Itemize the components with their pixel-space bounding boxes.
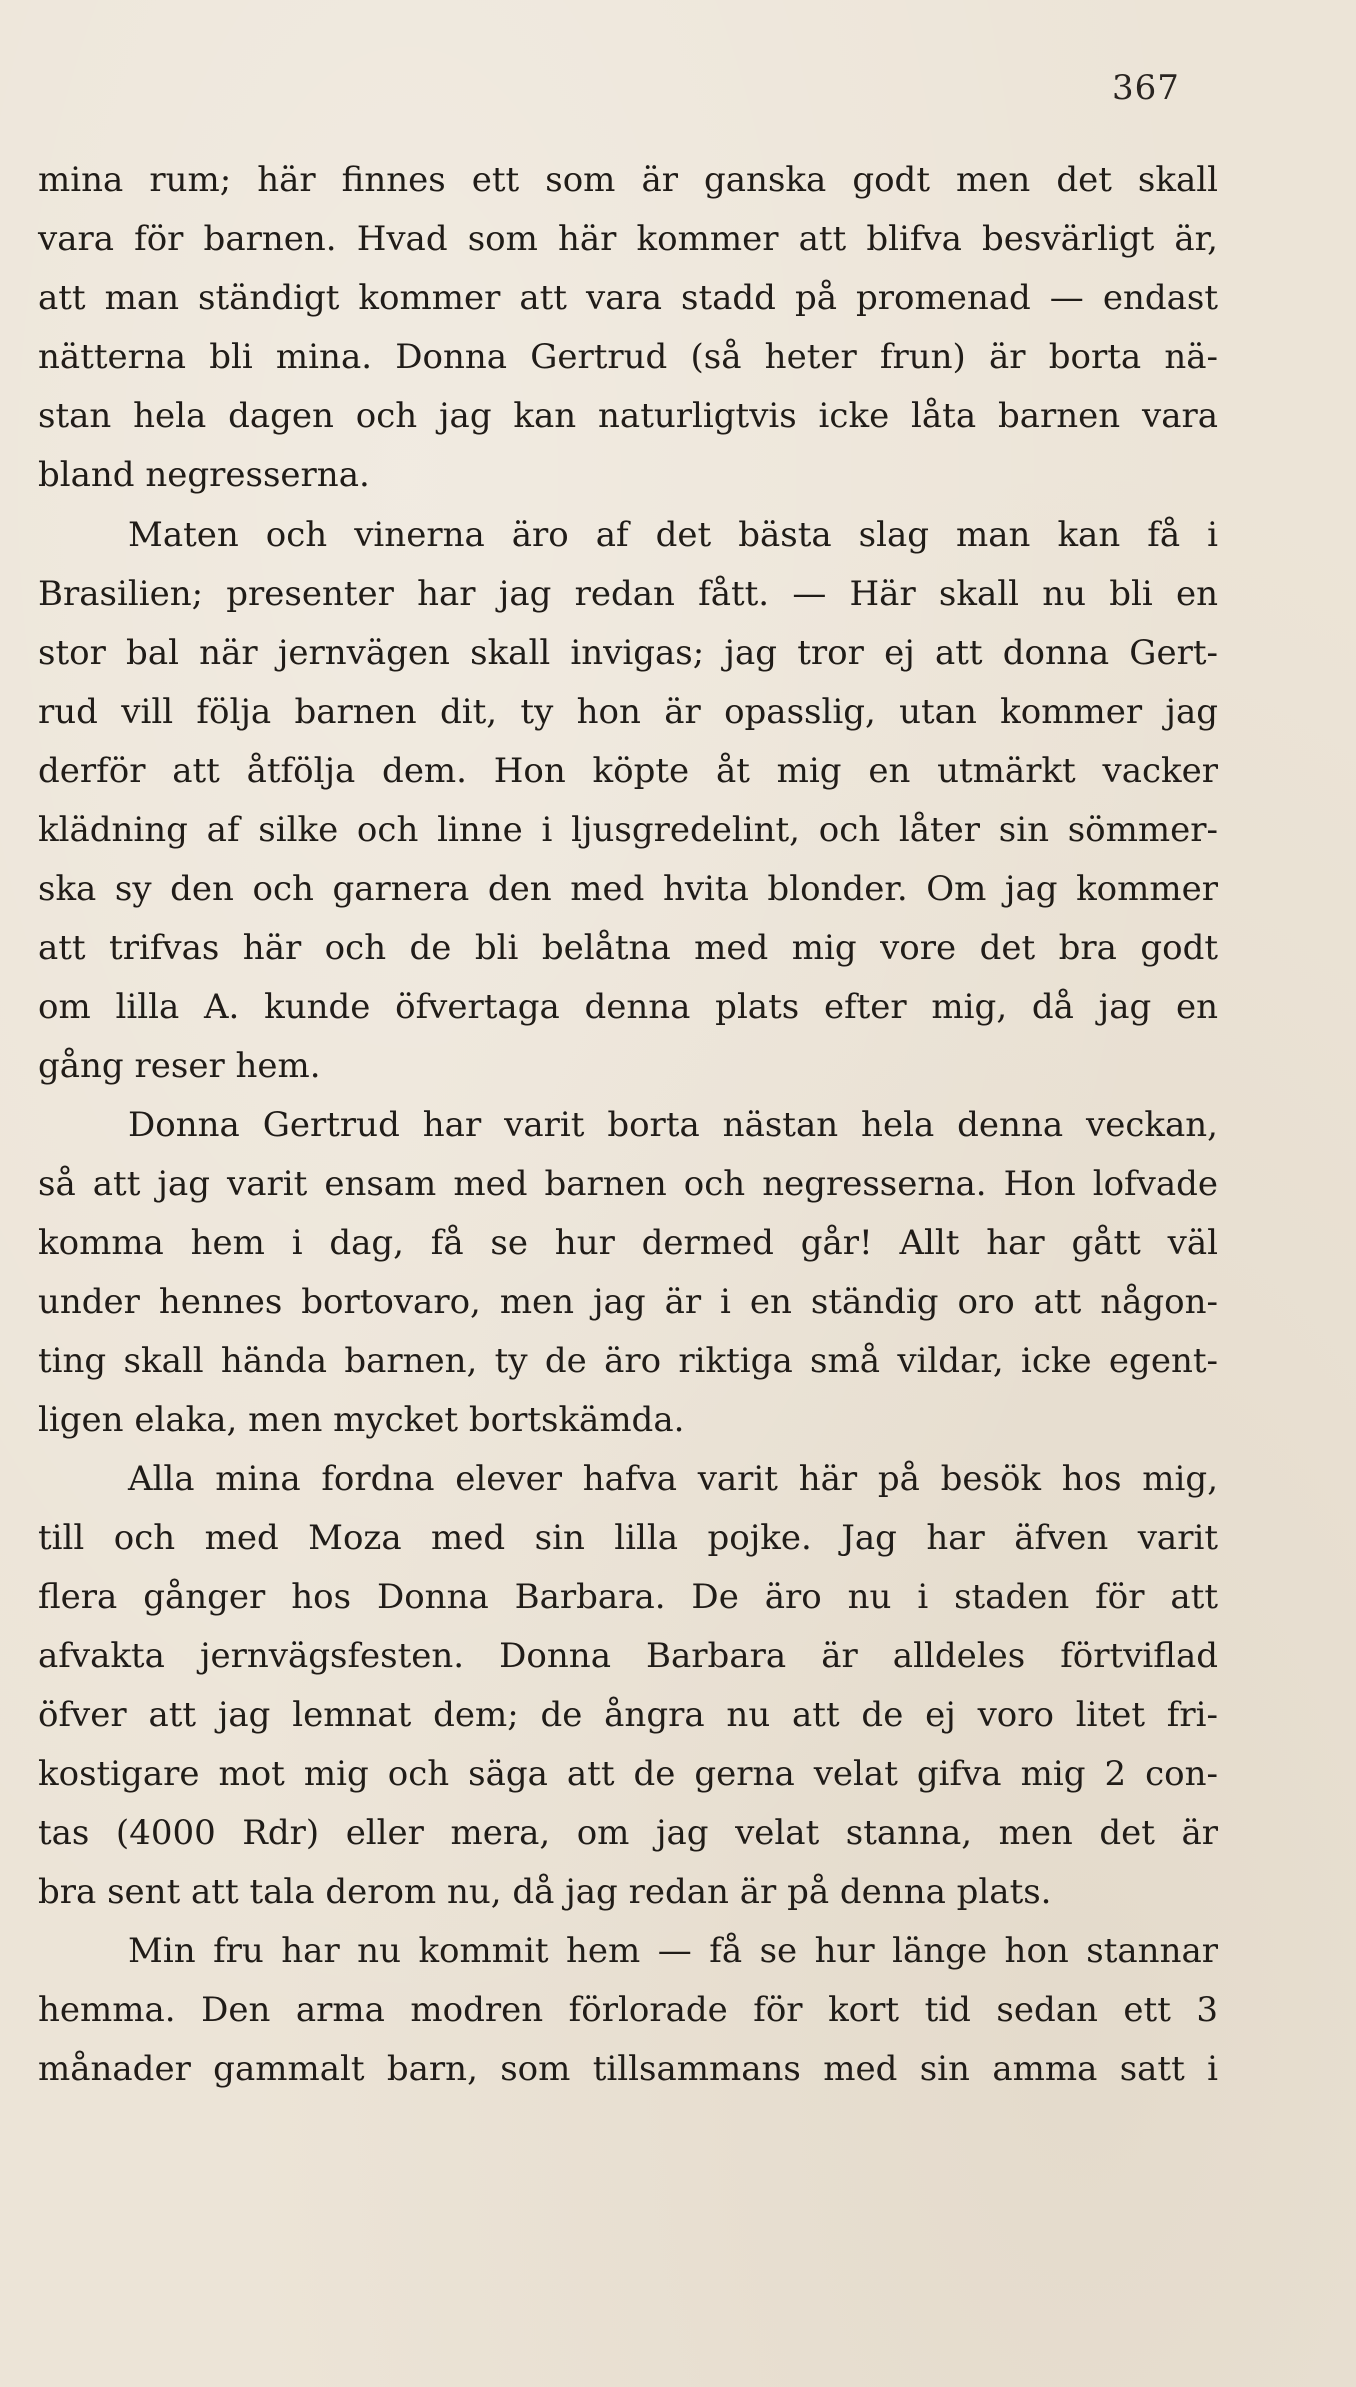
text-line: om lilla A. kunde öfvertaga denna plats efter mig, då jag en <box>38 987 1218 1027</box>
text-line: Maten och vinerna äro af det bästa slag man kan få i <box>128 515 1218 555</box>
text-line: rud vill följa barnen dit, ty hon är opasslig, utan kommer jag <box>38 692 1218 732</box>
text-line: Min fru har nu kommit hem — få se hur länge hon stannar <box>128 1931 1218 1971</box>
text-line: vara för barnen. Hvad som här kommer att blifva besvärligt är, <box>38 219 1218 259</box>
text-line: stan hela dagen och jag kan naturligtvis icke låta barnen vara <box>38 396 1218 436</box>
text-line: Alla mina fordna elever hafva varit här på besök hos mig, <box>128 1459 1218 1499</box>
text-line: Brasilien; presenter har jag redan fått. — Här skall nu bli en <box>38 574 1218 614</box>
text-line: att trifvas här och de bli belåtna med mig vore det bra godt <box>38 928 1218 968</box>
text-line: klädning af silke och linne i ljusgredelint, och låter sin sömmer- <box>38 810 1218 850</box>
text-line: till och med Moza med sin lilla pojke. Jag har äfven varit <box>38 1518 1218 1558</box>
text-line: månader gammalt barn, som tillsammans med sin amma satt i <box>38 2049 1218 2089</box>
text-line: derför att åtfölja dem. Hon köpte åt mig en utmärkt vacker <box>38 751 1218 791</box>
text-line: kostigare mot mig och säga att de gerna velat gifva mig 2 con- <box>38 1754 1218 1794</box>
page-number: 367 <box>1112 68 1180 108</box>
text-line: så att jag varit ensam med barnen och negresserna. Hon lofvade <box>38 1164 1218 1204</box>
text-line: stor bal när jernvägen skall invigas; jag tror ej att donna Gert- <box>38 633 1218 673</box>
text-line: hemma. Den arma modren förlorade för kort tid sedan ett 3 <box>38 1990 1218 2030</box>
text-line: ligen elaka, men mycket bortskämda. <box>38 1400 685 1440</box>
text-line: tas (4000 Rdr) eller mera, om jag velat stanna, men det är <box>38 1813 1218 1853</box>
text-line: Donna Gertrud har varit borta nästan hela denna veckan, <box>128 1105 1218 1145</box>
text-line: bra sent att tala derom nu, då jag redan är på denna plats. <box>38 1872 1052 1912</box>
text-line: att man ständigt kommer att vara stadd på promenad — endast <box>38 278 1218 318</box>
text-line: öfver att jag lemnat dem; de ångra nu att de ej voro litet fri- <box>38 1695 1218 1735</box>
text-line: nätterna bli mina. Donna Gertrud (så heter frun) är borta nä- <box>38 337 1218 377</box>
text-line: ska sy den och garnera den med hvita blonder. Om jag kommer <box>38 869 1218 909</box>
text-line: flera gånger hos Donna Barbara. De äro nu i staden för att <box>38 1577 1218 1617</box>
text-line: komma hem i dag, få se hur dermed går! Allt har gått väl <box>38 1223 1218 1263</box>
text-line: ting skall hända barnen, ty de äro riktiga små vildar, icke egent- <box>38 1341 1218 1381</box>
text-line: mina rum; här finnes ett som är ganska godt men det skall <box>38 160 1218 200</box>
text-line: bland negresserna. <box>38 455 370 495</box>
text-line: gång reser hem. <box>38 1046 321 1086</box>
text-line: under hennes bortovaro, men jag är i en ständig oro att någon- <box>38 1282 1218 1322</box>
text-line: afvakta jernvägsfesten. Donna Barbara är alldeles förtviflad <box>38 1636 1218 1676</box>
